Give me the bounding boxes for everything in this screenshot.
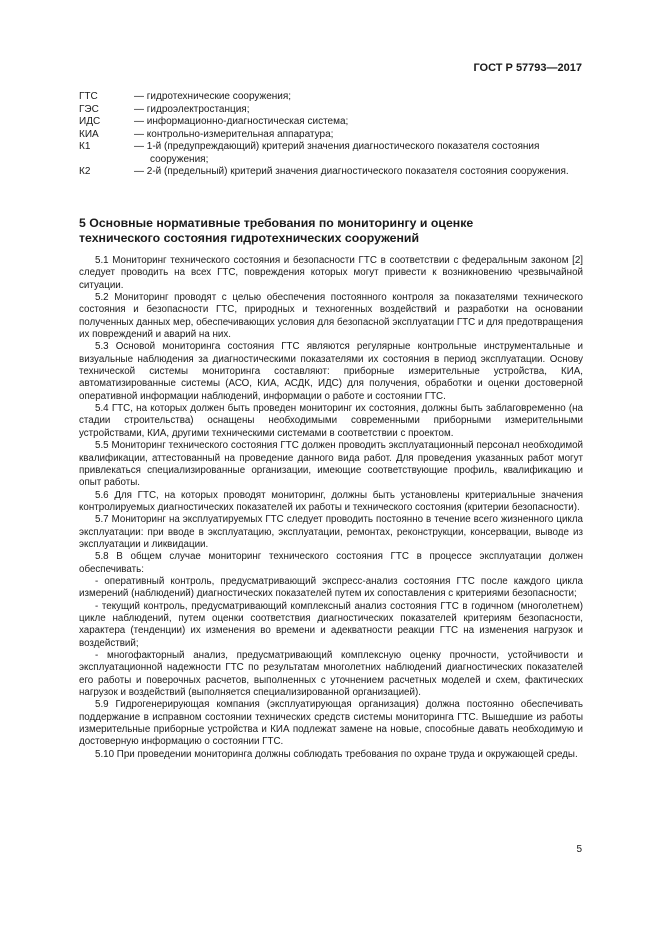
abbreviation-definition: — гидротехнические сооружения; <box>134 91 292 102</box>
paragraph: 5.6 Для ГТС, на которых проводят мониторинг, должны быть установлены критериальные значения контролируемых диагностических показателей их работы и технического состояния (критерии безопасности). <box>79 489 583 513</box>
abbreviation-definition: — информационно-диагностическая система; <box>134 116 349 127</box>
abbreviation-definition: — контрольно-измерительная аппаратура; <box>134 128 334 140</box>
paragraph: 5.1 Мониторинг технического состояния и безопасности ГТС в соответствии с федеральным законом [2] следует проводить на всех ГТС, повреждения которых могут привести к возникновению чрезвычайной ситуации. <box>79 255 583 291</box>
paragraph: 5.8 В общем случае мониторинг технического состояния ГТС в процессе эксплуатации должен обеспечивать: <box>79 551 583 575</box>
list-item: - текущий контроль, предусматривающий комплексный анализ состояния ГТС в годичном (многолетнем) цикле наблюдений, путем оценки соответствия диагностических показателей критериям безопасности, характера (тенденции) их изменения во времени и адекватности реакции ГТС на изменения нагрузок и воздействий; <box>79 600 583 649</box>
abbreviation-row <box>79 116 583 129</box>
abbreviation-term: КИА <box>79 128 99 140</box>
page-number: 5 <box>576 844 582 855</box>
section-body <box>79 255 583 761</box>
list-item: - оперативный контроль, предусматривающий экспресс-анализ состояния ГТС после каждого цикла измерений (наблюдений) диагностических показателей путем их сопоставления с критериями безопасности; <box>79 575 583 600</box>
abbreviation-definition: — 1-й (предупреждающий) критерий значения диагностического показателя состояния сооружения; <box>134 141 540 165</box>
abbreviations-list <box>79 91 583 179</box>
abbreviation-definition: — гидроэлектростанция; <box>134 103 250 115</box>
paragraph: 5.10 При проведении мониторинга должны соблюдать требования по охране труда и окружающей среды. <box>95 748 578 760</box>
paragraph: 5.7 Мониторинг на эксплуатируемых ГТС следует проводить постоянно в течение всего жизненного цикла эксплуатации: при вводе в эксплуатацию, эксплуатации, ремонтах, реконструкции, консервации, выводе из эксплуатации и ликвидации. <box>79 514 583 550</box>
document-number-header: ГОСТ Р 57793—2017 <box>473 62 582 74</box>
abbreviation-term: К2 <box>79 166 91 177</box>
paragraph: 5.5 Мониторинг технического состояния ГТС должен проводить эксплуатационный персонал необходимой квалификации, аттестованный на проведение данного вида работ. Для проведения указанных работ могут привлекаться специализированные организации, имеющие соответствующие профиль, квалификацию и опыт работы. <box>79 440 583 489</box>
abbreviation-row <box>79 91 583 104</box>
list-item: - многофакторный анализ, предусматривающий комплексную оценку прочности, устойчивости и эксплуатационной надежности ГТС по результатам многолетних наблюдений диагностических показателей его работы и поверочных расчетов, выполненных с уточнением расчетных моделей и схем, фактических нагрузок и воздействий (выполняется специализированной организацией). <box>79 650 583 699</box>
abbreviation-row <box>79 129 583 142</box>
section-heading: 5 Основные нормативные требования по мониторингу и оценке технического состояния гидротехнических сооружений <box>79 216 474 245</box>
abbreviation-term: ИДС <box>79 116 101 127</box>
abbreviation-term: К1 <box>79 141 91 152</box>
abbreviation-row <box>79 166 583 179</box>
paragraph: 5.9 Гидрогенерирующая компания (эксплуатирующая организация) должна постоянно обеспечивать поддержание в исправном состоянии технических средств системы мониторинга ГТС. Вышедшие из работы измерительные приборные устройства и КИА подлежат замене на новые, способные давать необходимую и достоверную информацию о состоянии ГТС. <box>79 699 583 748</box>
abbreviation-term: ГТС <box>79 91 98 102</box>
paragraph: 5.4 ГТС, на которых должен быть проведен мониторинг их состояния, должны быть заблаговременно (на стадии строительства) оснащены необходимыми современными приборными измерительными устройствами, КИА, другими техническими системами в соответствии с проектом. <box>79 403 583 439</box>
paragraph: 5.3 Основой мониторинга состояния ГТС являются регулярные контрольные инструментальные и визуальные наблюдения за диагностическими показателями их состояния в период эксплуатации. Основу технической системы мониторинга составляют: приборные измерительные устройства, КИА, автоматизированные системы (АСО, КИА, АСДК, ИДС) для получения, обработки и оценки достоверной оперативной информации наблюдений, информации о работе и состоянии ГТС. <box>79 341 583 402</box>
paragraph: 5.2 Мониторинг проводят с целью обеспечения постоянного контроля за показателями технического состояния и безопасности ГТС, природных и техногенных воздействий и разработки на основании полученных данных мер, обеспечивающих условия для безопасной эксплуатации ГТС и для предотвращения их повреждений и аварий на них. <box>79 292 583 341</box>
abbreviation-row <box>79 104 583 117</box>
abbreviation-row <box>79 141 583 166</box>
abbreviation-term: ГЭС <box>79 103 99 115</box>
abbreviation-definition: — 2-й (предельный) критерий значения диагностического показателя состояния сооружения. <box>134 166 569 177</box>
